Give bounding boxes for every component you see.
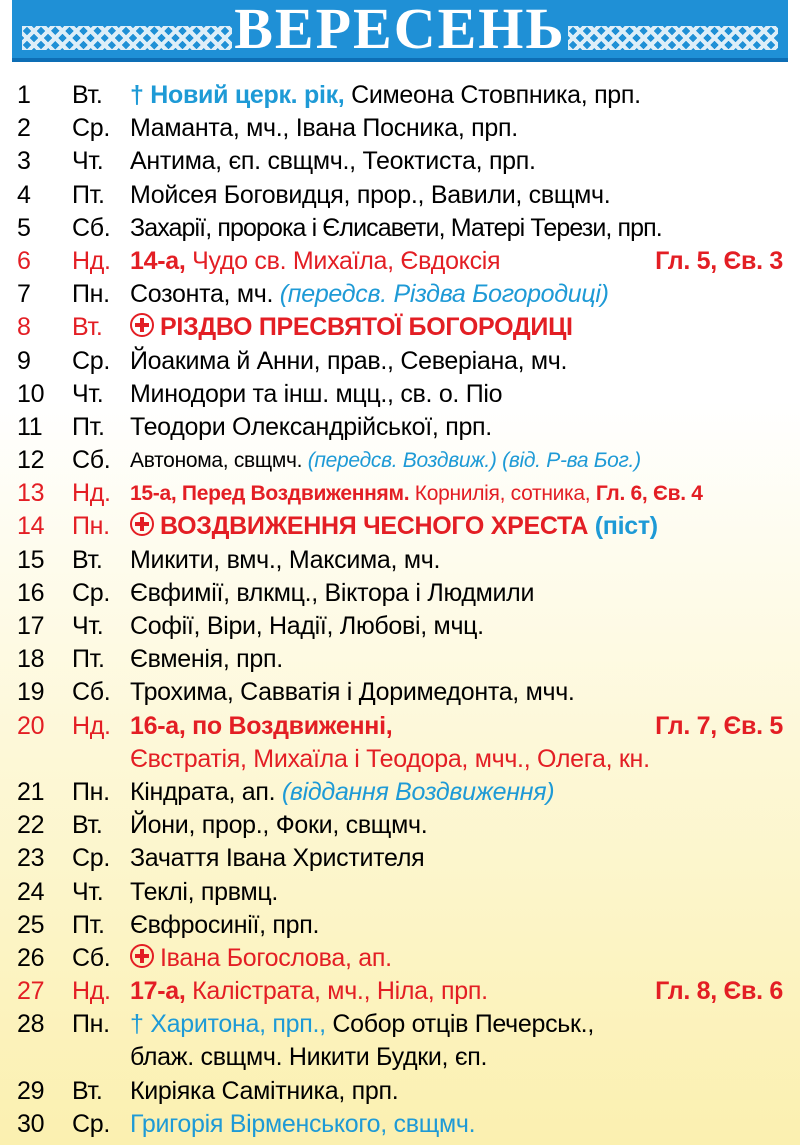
calendar-row-sunday [0,477,800,510]
day-number: 29 [17,1076,45,1105]
feast-title: РІЗДВО ПРЕСВЯТОЇ БОГОРОДИЦІ [160,313,573,342]
feast-title: Івана Богослова, ап. [160,943,392,972]
day-of-week: Чт. [72,147,104,176]
day-number: 18 [17,645,45,674]
feast-text [130,278,786,311]
day-number: 22 [17,811,45,840]
feast-text [130,477,786,510]
day-number: 21 [17,777,45,806]
feast-text: Євфимії, влкмц., Віктора і Людмили [130,578,535,607]
day-number: 24 [17,877,45,906]
day-number: 20 [17,711,45,740]
day-of-week: Сб. [72,446,111,475]
feast-rest: Симеона Стовпника, прп. [344,81,641,109]
tone-gospel: Гл. 6, Єв. 4 [590,482,703,506]
feast-rest: Чудо св. Михаїла, Євдоксія [185,246,501,275]
calendar-row-sunday [0,245,800,278]
calendar-row [0,411,800,444]
day-of-week: Пн. [72,1010,110,1039]
day-number: 26 [17,943,45,972]
day-of-week: Чт. [72,877,104,906]
calendar-row [0,112,800,145]
feast-text: Маманта, мч., Івана Посника, прп. [130,114,518,143]
day-of-week: Нд. [72,246,111,275]
feast-text [130,444,786,477]
day-of-week: Пт. [72,910,105,939]
feast-text: Захарії, пророка і Єлисавети, Матері Терези, прп. [130,213,662,242]
day-number: 13 [17,479,45,508]
day-of-week: Вт. [72,81,103,109]
feast-note: (передсв. Різдва Богородиці) [273,280,609,309]
calendar-row-great-feast [0,311,800,344]
day-of-week: Ср. [72,114,111,143]
calendar-row [0,842,800,875]
day-number: 17 [17,612,45,640]
feast-note: (передсв. Воздвиж.) (від. Р-ва Бог.) [302,449,641,473]
day-of-week: Сб. [72,213,111,242]
calendar-row [0,444,800,477]
day-number: 19 [17,678,45,707]
feast-text [130,79,786,112]
day-of-week: Вт. [72,313,103,342]
day-of-week: Сб. [72,678,111,707]
feast-text [130,311,786,344]
calendar-row-continuation [0,743,800,776]
calendar-row [0,876,800,909]
tone-gospel: Гл. 5, Єв. 3 [655,246,783,275]
calendar-row-sunday [0,975,800,1008]
day-number: 28 [17,1010,45,1039]
calendar-row [0,212,800,245]
feast-cross-icon [130,313,154,337]
calendar-row [0,643,800,676]
calendar-row [0,378,800,411]
day-of-week: Ср. [72,578,111,607]
day-number: 23 [17,844,45,873]
feast-text [130,1008,786,1041]
feast-cross-icon [130,944,154,968]
feast-text: Киріяка Самітника, прп. [130,1076,399,1105]
calendar-row [0,278,800,311]
day-of-week: Пн. [72,280,110,309]
feast-text: Теклі, првмц. [130,877,279,906]
day-of-week: Чт. [72,379,104,408]
feast-highlight: † Харитона, прп., [130,1010,326,1039]
feast-text: Софії, Віри, Надії, Любові, мчц. [130,612,484,640]
feast-cross-icon [130,512,154,536]
day-number: 9 [17,346,31,375]
feast-main: Кіндрата, ап. [130,777,276,806]
calendar-row [0,809,800,842]
day-number: 15 [17,545,45,574]
calendar-row [0,79,800,112]
calendar-row-great-feast [0,510,800,543]
day-of-week: Ср. [72,844,111,873]
feast-text: Йони, прор., Фоки, свщмч. [130,811,428,840]
day-of-week: Вт. [72,1076,103,1105]
calendar-row [0,909,800,942]
feast-note: (віддання Воздвиження) [275,777,555,806]
day-of-week: Ср. [72,1109,111,1138]
tone-gospel: Гл. 8, Єв. 6 [655,977,783,1006]
day-number: 25 [17,910,45,939]
month-title: ВЕРЕСЕНЬ [234,0,566,61]
calendar-row [0,1075,800,1108]
sunday-label: 14-а, [130,246,186,275]
calendar-row [0,1108,800,1141]
feast-text: Йоакима й Анни, прав., Северіана, мч. [130,346,568,375]
calendar-row [0,544,800,577]
feast-text: Григорія Вірменського, свщмч. [130,1109,476,1138]
calendar-row-continuation [0,1041,800,1074]
feast-title: ВОЗДВИЖЕННЯ ЧЕСНОГО ХРЕСТА [160,512,589,541]
calendar-row [0,345,800,378]
calendar-row [0,145,800,178]
day-number: 11 [17,412,43,441]
calendar-row [0,179,800,212]
sunday-label: 16-а, по Воздвиженні, [130,711,393,740]
feast-text: Зачаття Івана Христителя [130,844,425,873]
day-of-week: Нд. [72,977,111,1006]
calendar-list [0,79,800,1141]
day-of-week: Нд. [72,479,111,508]
day-number: 12 [17,446,45,475]
feast-text: Трохима, Савватія і Доримедонта, мчч. [130,678,575,707]
day-number: 4 [17,180,31,209]
month-header [12,0,788,62]
day-number: 27 [17,977,45,1006]
day-of-week: Пн. [72,512,110,541]
feast-text: Мойсея Боговидця, прор., Вавили, свщмч. [130,180,611,209]
feast-rest: Собор отців Печерськ., [325,1010,594,1039]
day-of-week: Ср. [72,346,111,375]
feast-highlight: † Новий церк. рік, [130,81,345,109]
day-number: 5 [17,213,31,242]
feast-rest: Корнилія, сотника, [409,482,591,506]
feast-text [130,776,786,809]
feast-text: Микити, вмч., Максима, мч. [130,545,441,574]
feast-text: Антима, єп. свщмч., Теоктиста, прп. [130,147,536,176]
day-number: 14 [17,512,45,541]
feast-main: Автонома, свщмч. [130,449,303,473]
day-number: 8 [17,313,31,342]
feast-main: Созонта, мч. [130,280,274,309]
day-number: 16 [17,578,45,607]
calendar-row [0,610,800,643]
fast-note: (піст) [588,512,658,541]
calendar-row [0,577,800,610]
day-number: 2 [17,114,31,143]
day-of-week: Вт. [72,811,103,840]
day-of-week: Нд. [72,711,111,740]
calendar-row [0,776,800,809]
calendar-row-sunday [0,710,800,743]
day-number: 3 [17,147,31,176]
day-of-week: Вт. [72,545,103,574]
day-of-week: Пт. [72,412,105,441]
tone-gospel: Гл. 7, Єв. 5 [655,711,783,740]
day-of-week: Пн. [72,777,110,806]
day-of-week: Пт. [72,180,105,209]
feast-text: Теодори Олександрійської, прп. [130,412,492,441]
day-of-week: Сб. [72,943,111,972]
feast-rest: Калістрата, мч., Ніла, прп. [185,977,488,1006]
feast-text: Євменія, прп. [130,645,283,674]
feast-text [130,510,786,543]
feast-text: Євстратія, Михаїла і Теодора, мчч., Олега, кн. [130,744,650,773]
feast-text: блаж. свщмч. Никити Будки, єп. [130,1043,488,1072]
day-number: 6 [17,246,31,275]
calendar-row [0,942,800,975]
day-number: 7 [17,280,31,309]
day-of-week: Чт. [72,612,104,640]
day-number: 30 [17,1109,45,1138]
calendar-row [0,1008,800,1041]
day-number: 1 [17,81,31,109]
feast-text: Євфросинії, прп. [130,910,320,939]
day-of-week: Пт. [72,645,105,674]
feast-text [130,942,786,975]
feast-text: Минодори та інш. мцц., св. о. Піо [130,379,503,408]
calendar-row [0,676,800,709]
sunday-label: 15-а, Перед Воздвиженням. [130,482,410,506]
sunday-label: 17-а, [130,977,186,1006]
day-number: 10 [17,379,45,408]
